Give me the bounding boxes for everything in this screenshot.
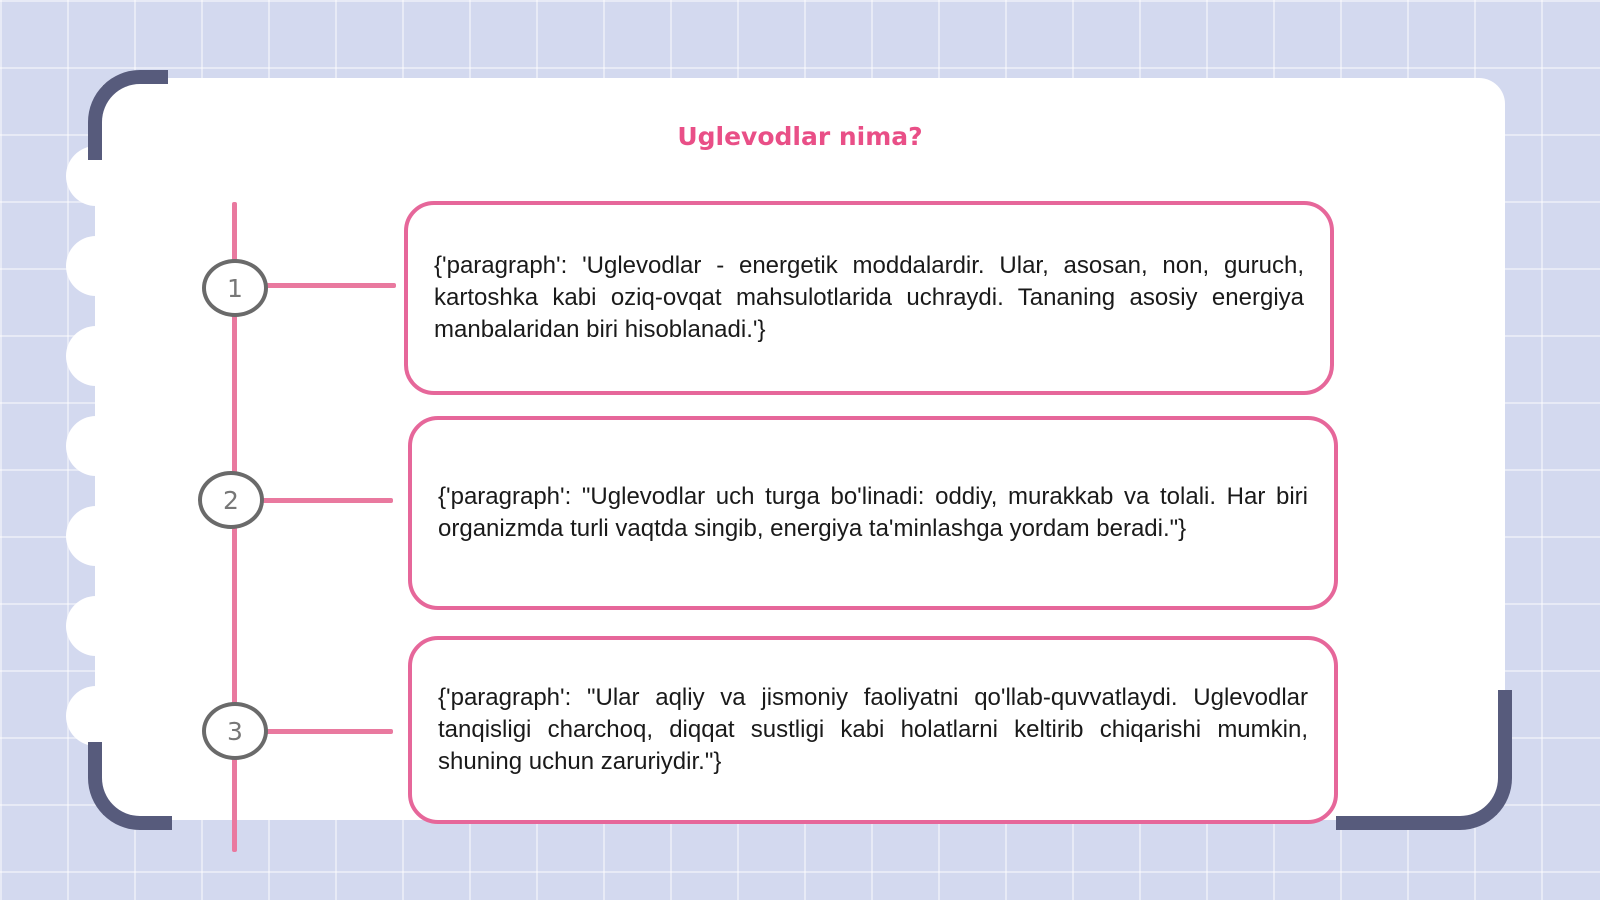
timeline-connector xyxy=(262,498,393,503)
point-box-1 xyxy=(404,201,1334,395)
notebook-bump xyxy=(66,236,126,296)
point-box-2 xyxy=(408,416,1338,610)
slide-title: Uglevodlar nima? xyxy=(677,122,923,151)
notebook-bump xyxy=(66,596,126,656)
point-text: {'paragraph': "Uglevodlar uch turga bo'linadi: oddiy, murakkab va tolali. Har biri organizmda turli vaqtda singib, energiya ta'minlashga yordam beradi."} xyxy=(438,483,1308,542)
timeline-connector xyxy=(262,729,393,734)
corner-bracket-bottom-left xyxy=(88,742,172,830)
corner-bracket-top-left xyxy=(88,70,168,160)
timeline-connector xyxy=(262,283,396,288)
notebook-bump xyxy=(66,416,126,476)
step-number-1: 1 xyxy=(202,259,268,317)
step-number-3: 3 xyxy=(202,702,268,760)
point-box-3 xyxy=(408,636,1338,824)
corner-bracket-bottom-right xyxy=(1336,690,1512,830)
notebook-bump xyxy=(66,326,126,386)
notebook-bump xyxy=(66,686,126,746)
step-number-2: 2 xyxy=(198,471,264,529)
notebook-bump xyxy=(66,506,126,566)
point-text: {'paragraph': 'Uglevodlar - energetik moddalardir. Ular, asosan, non, guruch, kartoshka kabi oziq-ovqat mahsulotlarida uchraydi. Tananing asosiy energiya manbalaridan biri hisoblanadi.'} xyxy=(434,252,1304,343)
point-text: {'paragraph': "Ular aqliy va jismoniy faoliyatni qo'llab-quvvatlaydi. Uglevodlar tanqisligi charchoq, diqqat sustligi kabi holatlarni keltirib chiqarishi mumkin, shuning uchun zaruriydir."} xyxy=(438,684,1308,775)
